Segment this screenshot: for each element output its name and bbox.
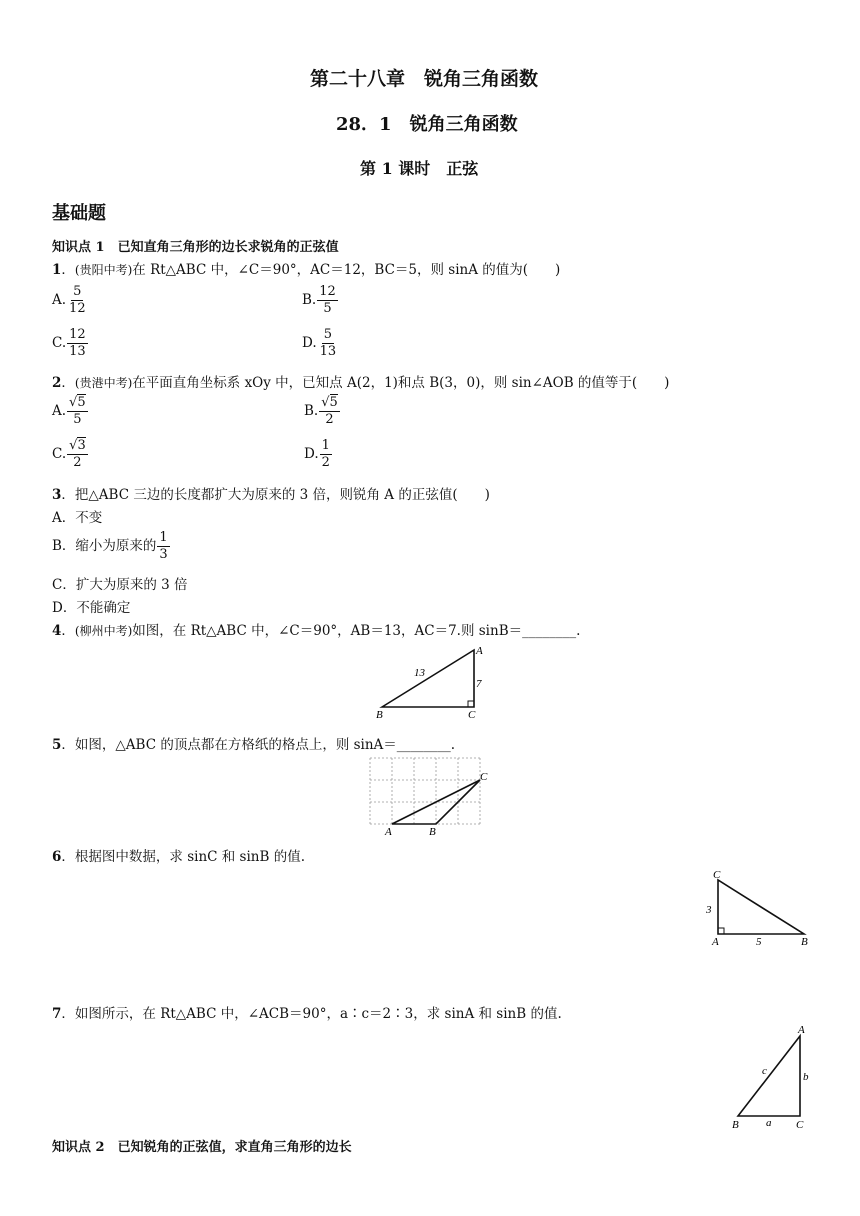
option-label: D. [304,446,319,462]
q3-option-d[interactable]: D．不能确定 [52,600,131,616]
vertex-a: A [798,1024,805,1036]
question-number: 4 [52,623,62,639]
fraction: $\frac{5}{13}$ [319,327,337,359]
fraction: $\frac{1}{3}$ [159,530,168,562]
triangle [738,1036,800,1116]
q1-option-d[interactable] [302,327,338,360]
q7-triangle-figure [728,1022,818,1134]
q2-option-c[interactable] [52,438,88,471]
question-text: 如图，△ABC 的顶点都在方格纸的格点上，则 sinA＝________. [74,737,456,753]
q2-option-b[interactable] [304,395,340,428]
vertex-b: B [732,1119,739,1131]
vertex-b: B [801,936,808,948]
q1-option-a[interactable] [52,284,88,317]
question-source: (贵阳中考) [74,263,133,277]
question-text: 在 Rt△ABC 中，∠C＝90°，AC＝12，BC＝5，则 sinA 的值为( ) [132,262,561,278]
q1-option-b[interactable] [302,284,338,317]
right-angle-mark [468,701,474,707]
question-text: 把△ABC 三边的长度都扩大为原来的 3 倍，则锐角 A 的正弦值( ) [74,487,490,503]
question-5: 5．如图，△ABC 的顶点都在方格纸的格点上，则 sinA＝________. [52,737,456,753]
q1-option-c[interactable] [52,327,88,360]
side-c-label: c [762,1065,767,1077]
q3-option-a[interactable]: A．不变 [52,510,103,526]
vertex-b: B [376,709,383,721]
question-text: 根据图中数据，求 sinC 和 sinB 的值. [74,849,305,865]
option-text: B．缩小为原来的 [52,538,157,554]
q5-grid-figure [366,754,490,838]
right-angle-mark [718,928,724,934]
vertex-c: C [796,1119,804,1131]
option-label: C. [52,446,67,462]
question-3: 3．把△ABC 三边的长度都扩大为原来的 3 倍，则锐角 A 的正弦值( ) [52,487,490,503]
option-label: D. [302,335,317,351]
question-1: 1．(贵阳中考)在 Rt△ABC 中，∠C＝90°，AC＝12，BC＝5，则 sinA 的值为( ) [52,262,561,278]
fraction: $\frac{√3}{2}$ [69,438,86,470]
question-6: 6．根据图中数据，求 sinC 和 sinB 的值. [52,849,305,865]
vertex-a: A [385,826,392,838]
triangle [382,650,474,707]
vertex-c: C [468,709,476,721]
fraction: $\frac{5}{12}$ [69,284,86,316]
side-ac-label: 3 [706,904,712,916]
leg-label: 7 [476,678,482,690]
vertex-b: B [429,826,436,838]
grid-lines [370,758,480,824]
vertex-c: C [480,771,488,783]
basic-heading: 基础题 [52,203,106,224]
question-number: 5 [52,737,62,753]
q3-option-b[interactable] [52,530,170,563]
question-source: (贵港中考) [74,376,133,390]
question-2: 2．(贵港中考)在平面直角坐标系 xOy 中，已知点 A(2，1)和点 B(3，0)，则 sin∠AOB 的值等于( ) [52,375,670,391]
option-label: A. [52,403,67,419]
q6-triangle-figure [704,866,822,950]
question-number: 6 [52,849,62,865]
fraction: $\frac{12}{13}$ [69,327,86,359]
q2-option-a[interactable] [52,395,88,428]
question-text: 在平面直角坐标系 xOy 中，已知点 A(2，1)和点 B(3，0)，则 sin∠AOB 的值等于( ) [132,375,670,391]
question-text: 如图所示，在 Rt△ABC 中，∠ACB＝90°，a∶c＝2∶3，求 sinA 和 sinB 的值. [74,1006,562,1022]
triangle [718,880,804,934]
fraction: $\frac{1}{2}$ [321,438,330,470]
question-number: 7 [52,1006,62,1022]
side-a-label: a [766,1117,772,1129]
fraction: $\frac{√5}{5}$ [69,395,86,427]
q2-option-d[interactable] [304,438,332,471]
hyp-label: 13 [414,667,425,679]
option-label: A. [52,292,67,308]
fraction: $\frac{√5}{2}$ [321,395,338,427]
vertex-a: A [712,936,719,948]
question-number: 1 [52,262,62,278]
option-label: B. [302,292,317,308]
fraction: $\frac{12}{5}$ [319,284,336,316]
q3-option-c[interactable]: C．扩大为原来的 3 倍 [52,577,188,593]
side-b-label: b [803,1071,809,1083]
option-label: B. [304,403,319,419]
question-text: 如图，在 Rt△ABC 中，∠C＝90°，AB＝13，AC＝7.则 sinB＝________. [132,623,581,639]
question-number: 3 [52,487,62,503]
chapter-title: 第二十八章 锐角三角函数 [310,68,539,90]
q4-triangle-figure [370,642,490,722]
question-4: 4．(柳州中考)如图，在 Rt△ABC 中，∠C＝90°，AB＝13，AC＝7.则 sinB＝________. [52,623,581,639]
lesson-title: 第 1 课时 正弦 [360,159,479,178]
question-7: 7．如图所示，在 Rt△ABC 中，∠ACB＝90°，a∶c＝2∶3，求 sinA 和 sinB 的值. [52,1006,562,1022]
knowledge-point-2: 知识点 2 已知锐角的正弦值，求直角三角形的边长 [52,1140,352,1155]
option-label: C. [52,335,67,351]
knowledge-point-1: 知识点 1 已知直角三角形的边长求锐角的正弦值 [52,240,339,255]
side-ab-label: 5 [756,936,762,948]
vertex-c: C [713,869,721,881]
vertex-a: A [476,645,483,657]
section-title: 28．1 锐角三角函数 [336,114,518,135]
question-source: (柳州中考) [74,624,133,638]
question-number: 2 [52,375,62,391]
